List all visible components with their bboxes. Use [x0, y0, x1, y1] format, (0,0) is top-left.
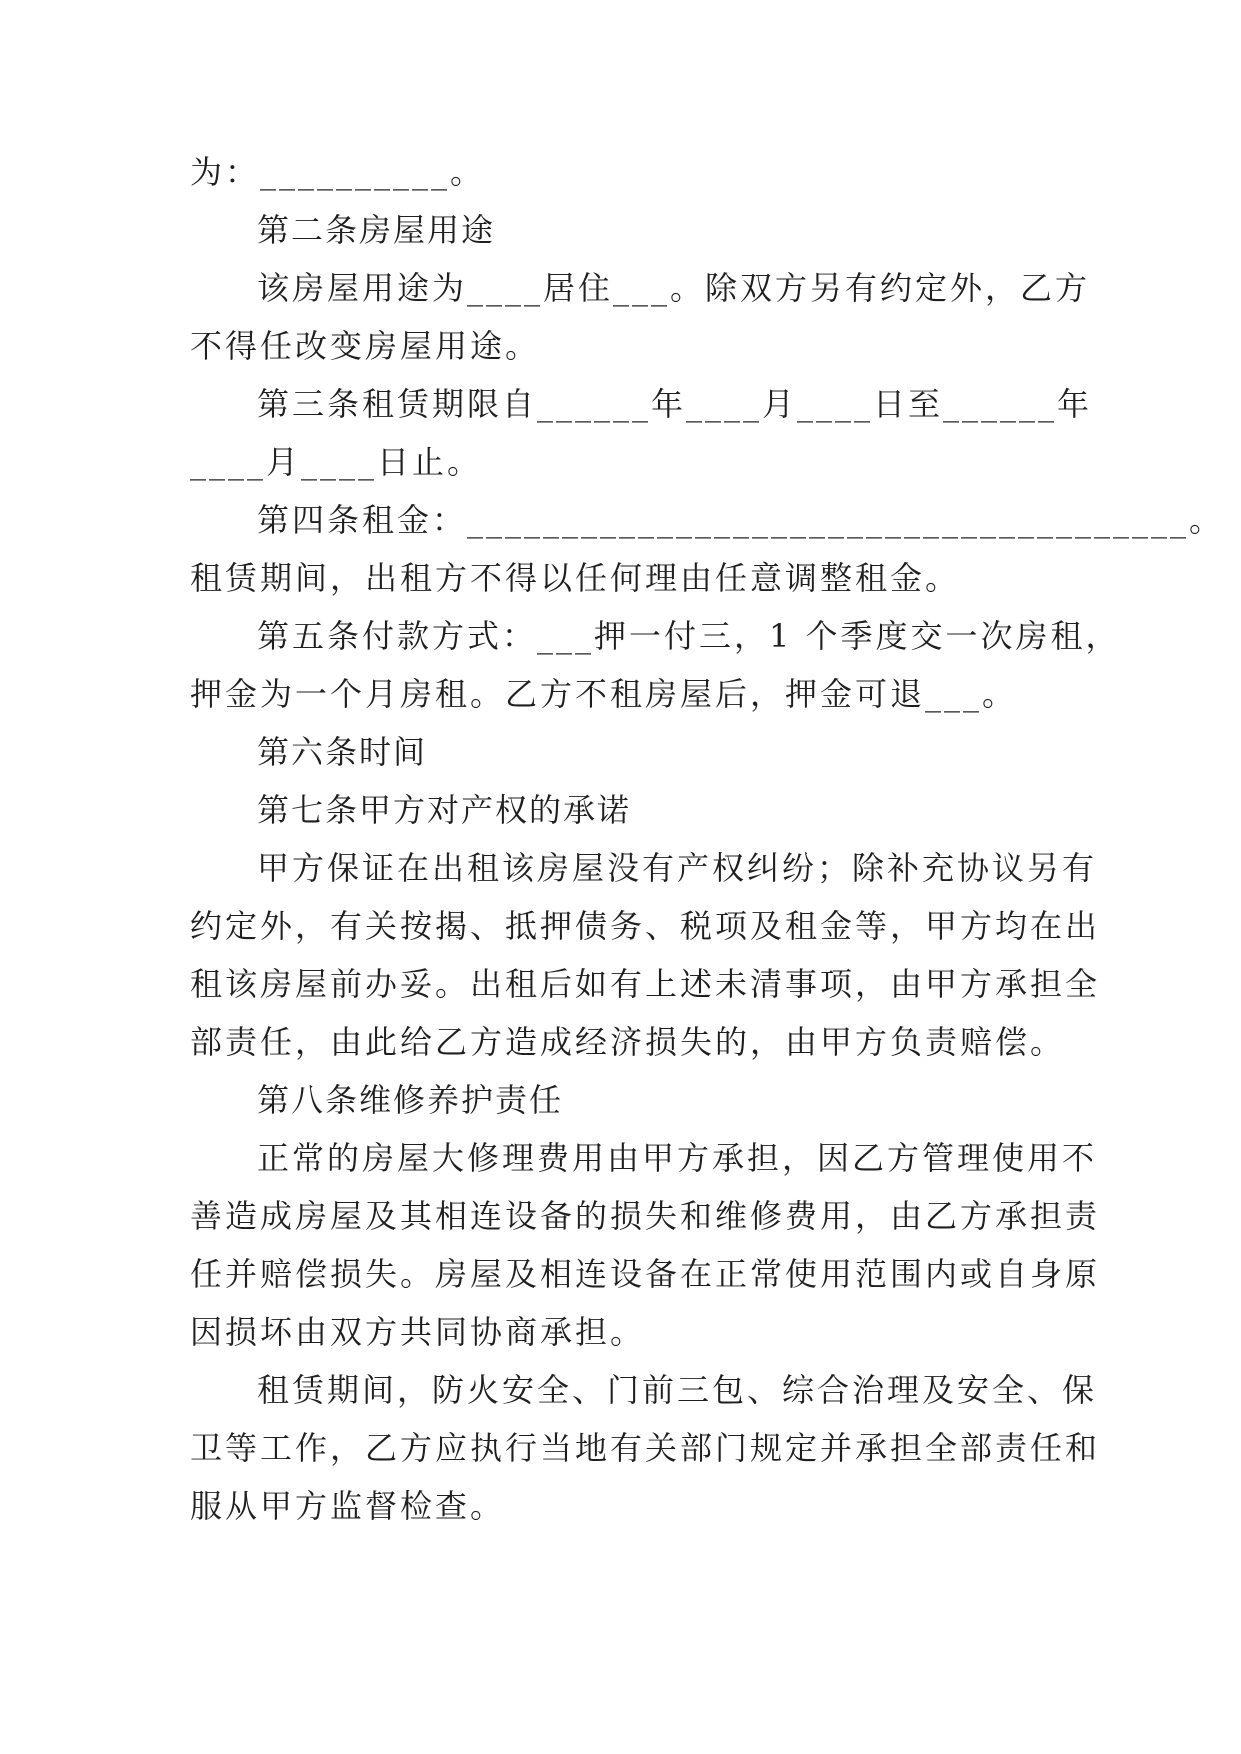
text-line: 甲方保证在出租该房屋没有产权纠纷；除补充协议另有 [257, 849, 1098, 887]
text-line: 第三条租赁期限自______年____月____日至______年 [257, 385, 1093, 423]
text-line: 善造成房屋及其相连设备的损失和维修费用，由乙方承担责 [190, 1197, 1101, 1235]
text-line: 因损坏由双方共同协商承担。 [190, 1313, 646, 1351]
text-line: 租该房屋前办妥。出租后如有上述未清事项，由甲方承担全 [190, 965, 1101, 1003]
section-heading-time: 第六条时间 [257, 733, 428, 771]
text-line: 正常的房屋大修理费用由甲方承担，因乙方管理使用不 [257, 1139, 1098, 1177]
text-line: 租赁期间，出租方不得以任何理由任意调整租金。 [190, 559, 961, 597]
text-line: 约定外，有关按揭、抵押债务、税项及租金等，甲方均在出 [190, 907, 1101, 945]
text-line: 部责任，由此给乙方造成经济损失的，由甲方负责赔偿。 [190, 1023, 1066, 1061]
text-line: 第四条租金：______________________________________。 [257, 501, 1225, 539]
text-line: 服从甲方监督检查。 [190, 1487, 506, 1525]
section-heading-ownership: 第七条甲方对产权的承诺 [257, 791, 632, 829]
text-line: 押金为一个月房租。乙方不租房屋后，押金可退___。 [190, 675, 1018, 713]
text-line: 任并赔偿损失。房屋及相连设备在正常使用范围内或自身原 [190, 1255, 1101, 1293]
text-line: 第五条付款方式：___押一付三，1 个季度交一次房租， [257, 617, 1121, 655]
text-line: 为：__________。 [190, 153, 486, 191]
text-line: 卫等工作，乙方应执行当地有关部门规定并承担全部责任和 [190, 1429, 1101, 1467]
text-line: ____月____日止。 [190, 443, 483, 481]
section-heading-purpose: 第二条房屋用途 [257, 211, 496, 249]
text-line: 该房屋用途为____居住___。除双方另有约定外，乙方 [257, 269, 1091, 307]
section-heading-maintenance: 第八条维修养护责任 [257, 1081, 564, 1119]
text-line: 租赁期间，防火安全、门前三包、综合治理及安全、保 [257, 1371, 1098, 1409]
text-line: 不得任改变房屋用途。 [190, 327, 541, 365]
